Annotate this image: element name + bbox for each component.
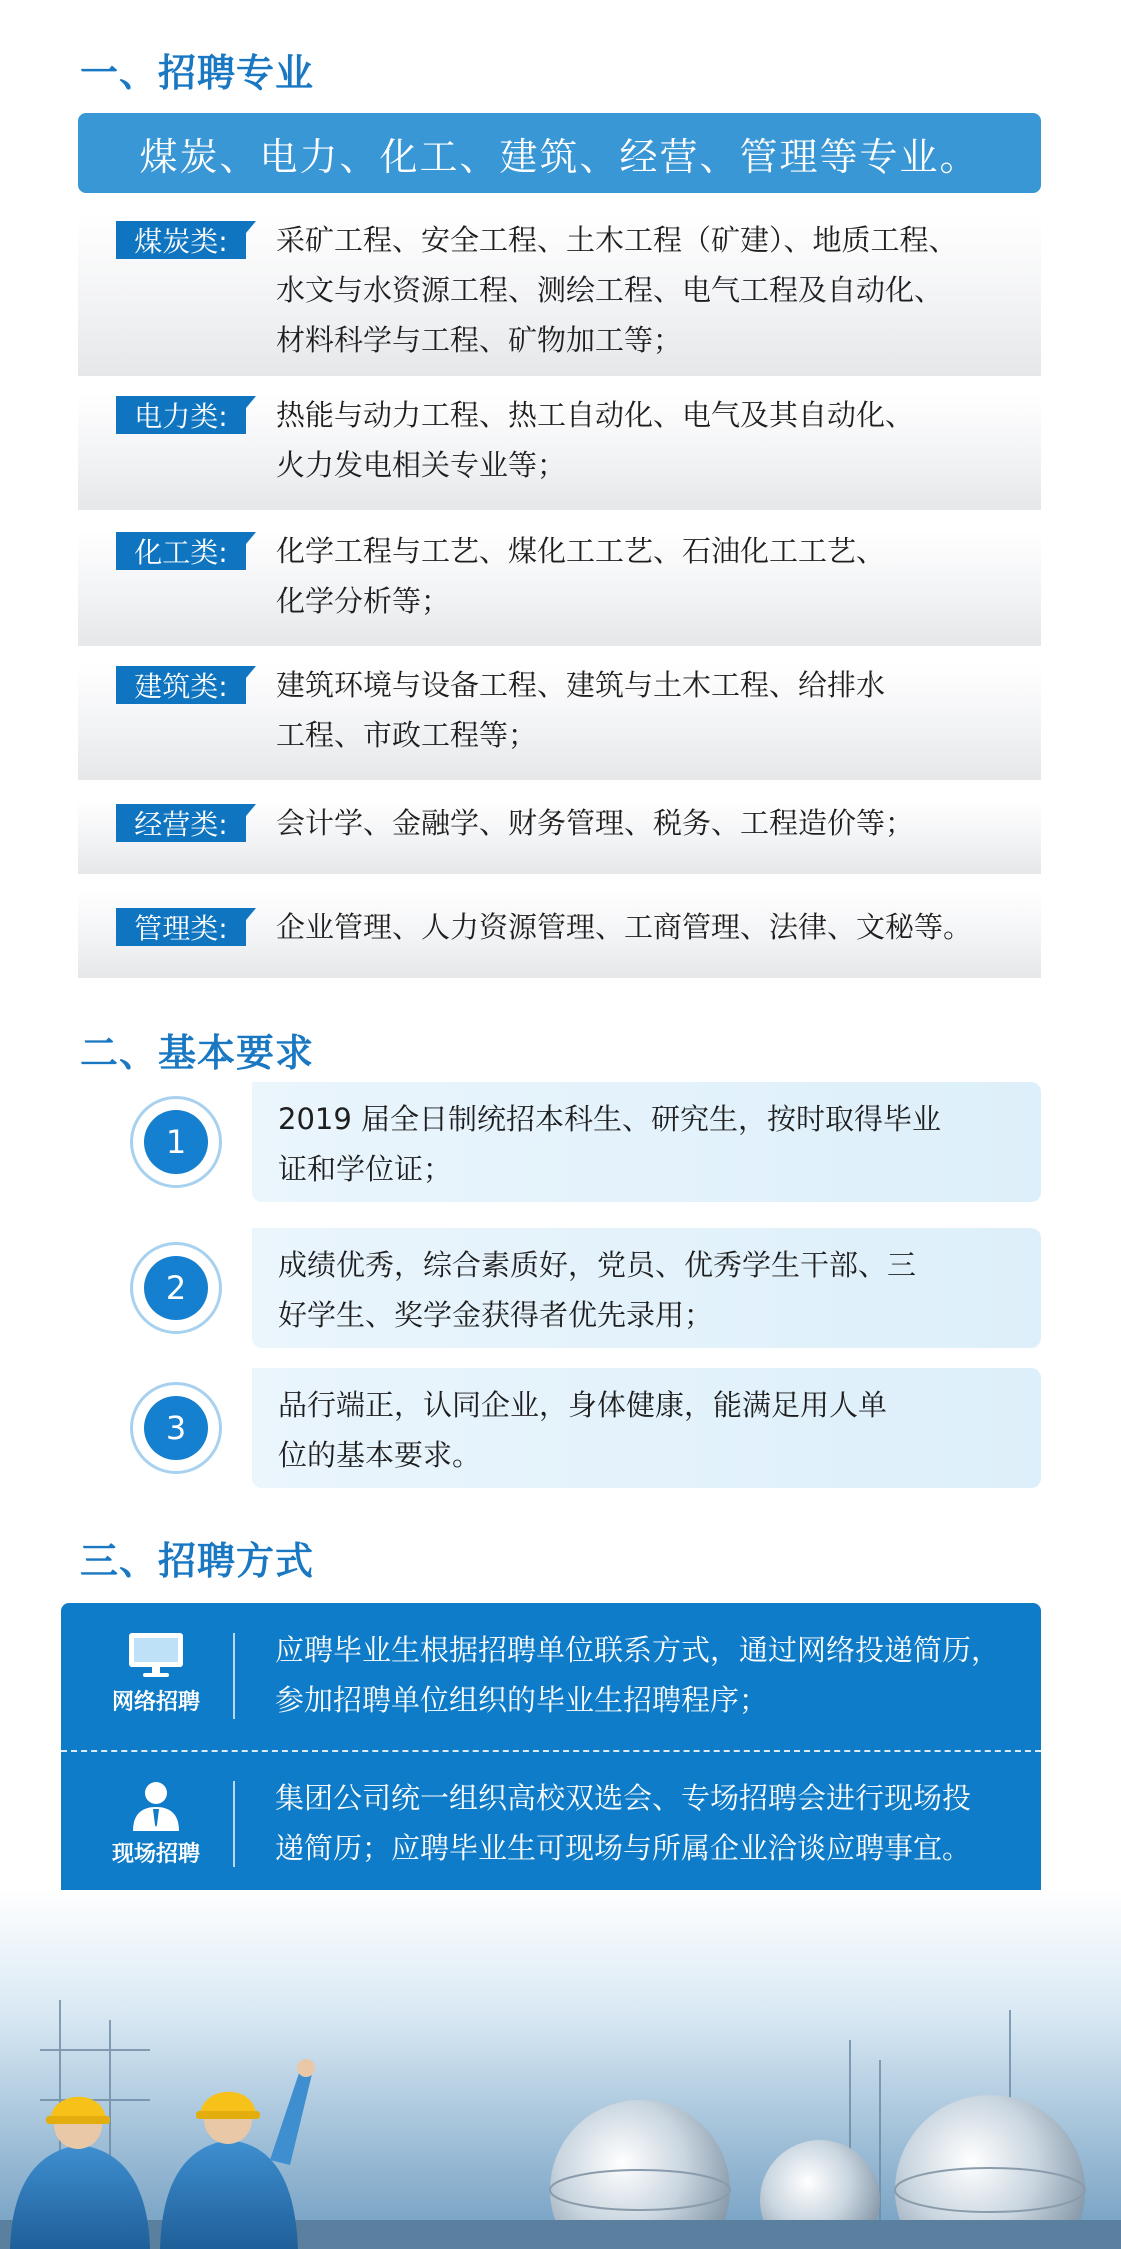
requirement-line: 证和学位证； [278, 1152, 453, 1186]
requirement-item [130, 1082, 1041, 1202]
industrial-scene-illustration [0, 1890, 1121, 2249]
category-text [276, 215, 1026, 365]
method-line: 应聘毕业生根据招聘单位联系方式，通过网络投递简历， [275, 1633, 1001, 1667]
category-label: 建筑类: [116, 666, 246, 704]
category-line: 材料科学与工程、矿物加工等； [276, 323, 683, 357]
requirement-text [252, 1082, 1041, 1202]
number-badge-value: 1 [144, 1110, 208, 1174]
number-badge [130, 1242, 222, 1334]
requirement-line: 2019 届全日制统招本科生、研究生，按时取得毕业 [278, 1102, 942, 1136]
method-line: 参加招聘单位组织的毕业生招聘程序； [275, 1683, 769, 1717]
category-label: 化工类: [116, 532, 246, 570]
category-label: 经营类: [116, 804, 246, 842]
category-line: 会计学、金融学、财务管理、税务、工程造价等； [276, 806, 915, 840]
category-construction [78, 664, 1041, 780]
method-label: 现场招聘 [111, 1842, 200, 1867]
category-power [78, 394, 1041, 510]
number-badge-value: 3 [144, 1396, 208, 1460]
category-chemical [78, 530, 1041, 646]
method-line: 递简历；应聘毕业生可现场与所属企业洽谈应聘事宜。 [275, 1831, 972, 1865]
requirement-text [252, 1228, 1041, 1348]
recruitment-methods-panel [61, 1603, 1041, 1899]
category-text [276, 798, 1026, 848]
method-label: 网络招聘 [111, 1690, 200, 1715]
method-online [61, 1603, 1041, 1751]
category-coal [78, 213, 1041, 376]
monitor-icon [127, 1631, 185, 1679]
category-line: 化学分析等； [276, 584, 451, 618]
person-icon [127, 1779, 185, 1831]
section-title-requirements: 二、基本要求 [80, 1031, 315, 1075]
category-label: 管理类: [116, 908, 246, 946]
method-description [275, 1625, 1020, 1725]
category-line: 工程、市政工程等； [276, 718, 538, 752]
category-text [276, 390, 1026, 490]
method-icon-group [101, 1631, 211, 1721]
category-text [276, 660, 1026, 760]
requirement-line: 位的基本要求。 [278, 1438, 482, 1472]
category-text [276, 902, 1026, 952]
requirement-text [252, 1368, 1041, 1488]
section-title-majors: 一、招聘专业 [80, 51, 315, 95]
method-description [275, 1773, 1020, 1873]
number-badge [130, 1096, 222, 1188]
number-badge [130, 1382, 222, 1474]
method-onsite [61, 1751, 1041, 1899]
requirement-item [130, 1228, 1041, 1348]
category-management [78, 890, 1041, 978]
divider [233, 1633, 235, 1719]
category-label: 煤炭类: [116, 221, 246, 259]
category-label: 电力类: [116, 396, 246, 434]
category-line: 火力发电相关专业等； [276, 448, 567, 482]
requirement-item [130, 1368, 1041, 1488]
category-text [276, 526, 1026, 626]
category-line: 企业管理、人力资源管理、工商管理、法律、文秘等。 [276, 910, 973, 944]
category-business [78, 800, 1041, 874]
requirement-line: 成绩优秀，综合素质好，党员、优秀学生干部、三 [278, 1248, 917, 1282]
industrial-scene-image [0, 1890, 1121, 2249]
category-line: 采矿工程、安全工程、土木工程（矿建）、地质工程、 [276, 223, 958, 257]
category-line: 热能与动力工程、热工自动化、电气及其自动化、 [276, 398, 915, 432]
divider [233, 1781, 235, 1867]
section-title-methods: 三、招聘方式 [80, 1539, 315, 1583]
requirement-line: 好学生、奖学金获得者优先录用； [278, 1298, 714, 1332]
category-line: 化学工程与工艺、煤化工工艺、石油化工工艺、 [276, 534, 886, 568]
method-icon-group [101, 1779, 211, 1869]
category-line: 水文与水资源工程、测绘工程、电气工程及自动化、 [276, 273, 944, 307]
requirement-line: 品行端正，认同企业，身体健康，能满足用人单 [278, 1388, 888, 1422]
number-badge-value: 2 [144, 1256, 208, 1320]
majors-banner: 煤炭、电力、化工、建筑、经营、管理等专业。 [78, 113, 1041, 193]
category-line: 建筑环境与设备工程、建筑与土木工程、给排水 [276, 668, 886, 702]
method-line: 集团公司统一组织高校双选会、专场招聘会进行现场投 [275, 1781, 972, 1815]
